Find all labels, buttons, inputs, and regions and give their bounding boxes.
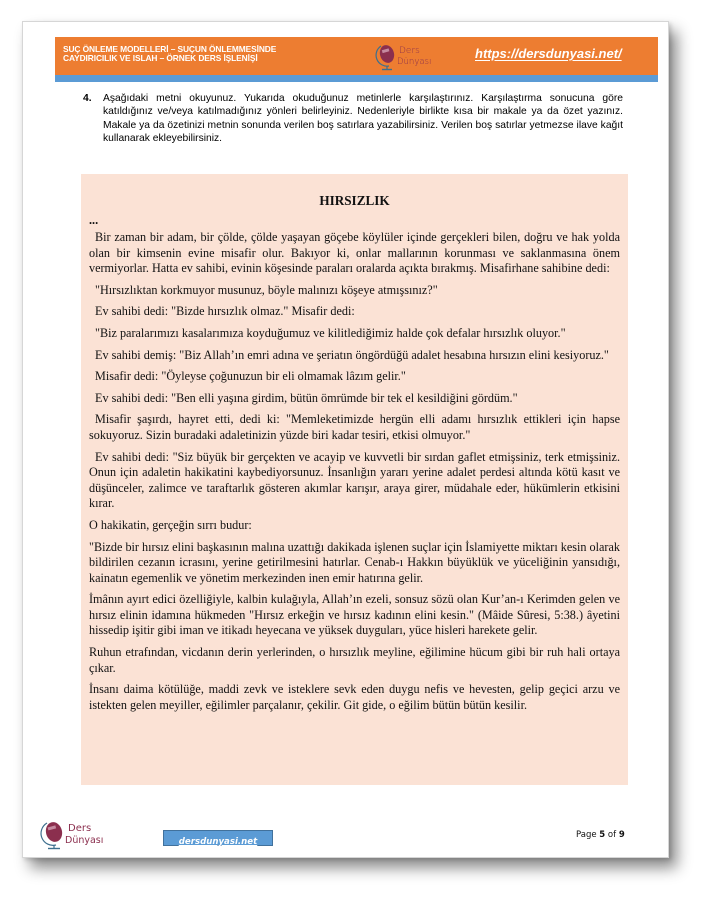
instruction-item (83, 92, 623, 146)
paragraph: Bir zaman bir adam, bir çölde, çölde yaşayan göçebe köylüler içinde gerçekleri bilen, doğru ve hak yolda olan bir kimsenin evine misafir olur. Bakıyor ki, onlar mallarının korunması ve saklanmasına önem vermiyorlar. Hatta ev sahibi, evinin köşesinde paraları oralarda açıkta bırakmış. Misafirhane sahibine dedi: (89, 230, 620, 276)
page-total: 9 (618, 830, 625, 840)
footer-website-link[interactable]: dersdunyasi.net (178, 837, 258, 847)
paragraph: Ev sahibi demiş: "Biz Allah’ın emri adına ve şeriatın öngördüğü adalet hesabına hırsızın elini kesiyoruz." (95, 347, 609, 362)
page-number (576, 830, 625, 840)
globe-book-icon (42, 818, 104, 850)
paragraph: Ev sahibi dedi: "Bizde hırsızlık olmaz." Misafir dedi: (95, 304, 355, 319)
reading-passage (81, 174, 628, 785)
footer-link-box (163, 830, 273, 846)
instruction-number: 4. (83, 93, 92, 104)
paragraph: Misafir şaşırdı, hayret etti, dedi ki: "Memleketimizde hergün elli adamı hırsızlık ettikleri için hapse sokuyoruz. Sizin buradaki adaletinizin yüzde biri kadar tesiri, etkisi olmuyor." (89, 412, 620, 442)
paragraph: "Bizde bir hırsız elini başkasının malına uzattığı dakikada işlenen suçlar için İslamiyette miktarı kesin olarak bildirilen cezanın icrasını, yerine getirilmesini hatırlar. Cenab-ı Hakkın büyüklük ve yüceliğinin yansıdığı, kainatın egemenlik ve yönetim merkezinden inen emir hatırına gelir. (89, 539, 620, 585)
paragraph: İmânın ayırt edici özelliğiyle, kalbin kulağıyla, Allah’ın ezeli, sonsuz sözü olan Kur’an-ı Kerimden gelen ve hırsız elinin idamına hükmeden "Hırsız erkeğin ve hırsız kadının elini kesin." (Mâide Sûresi, 5:38.) âyetini hissedip işitir gibi iman ve itikadı heyecana ve yüksek duyguları, yüce hisleri harekete gelir. (89, 592, 620, 638)
paragraph: Ev sahibi dedi: "Siz büyük bir gerçekten ve acayip ve kuvvetli bir sırdan gaflet etmişsiniz, terk etmişsiniz. Onun için adaletin hakikatini kaybediyorsunuz. İnsanlığın yararı yerine adalet perdesi altında kötü kasıt ve düşünceler, zalimce ve taraftarlık gösteren akımlar karışır, araya girer, müdahale eder, hükümlerin etkisini kırar. (89, 449, 620, 511)
paragraph: Misafir dedi: "Öyleyse çoğunuzun bir eli olmamak lâzım gelir." (95, 369, 406, 384)
page-current: 5 (599, 830, 606, 840)
footer-logo (42, 818, 104, 850)
header-title (63, 45, 363, 64)
header-blue-band (55, 75, 658, 82)
header-title-line-1: SUÇ ÖNLEME MODELLERİ – SUÇUN ÖNLEMMESİNDE (63, 44, 277, 54)
page-header (55, 37, 658, 75)
svg-text:Dünyası: Dünyası (65, 835, 104, 846)
svg-text:Ders: Ders (399, 46, 420, 56)
svg-text:Ders: Ders (68, 823, 92, 834)
svg-text:Dünyası: Dünyası (397, 57, 432, 67)
paragraph: İnsanı daima kötülüğe, maddi zevk ve isteklere sevk eden duygu nefis ve hevesten, gelip geçici arzu ve istekten gelen meyiller, eğilimler parçalanır, çekilir. Git gide, o eğilim bütün bütün kesilir. (89, 682, 620, 712)
paragraph: "Biz paralarımızı kasalarımıza koyduğumuz ve kilitlediğimiz halde çok defalar hırsızlık oluyor." (95, 325, 566, 340)
instruction-text: Aşağıdaki metni okuyunuz. Yukarıda okuduğunuz metinlerle karşılaştırınız. Karşılaştırma sonucuna göre katıldığınız ve/veya katılmadığınız yönleri belirleyiniz. Nedenleriyle birlikte kısa bir makale ya da özet yazınız. Makale ya da özetinizi metnin sonunda verilen boş satırlara yazabilirsiniz. Verilen boş satırlar yetmezse ilave kağıt kullanarak ekleyebilirsiniz. (103, 93, 623, 145)
paragraph: Ruhun etrafından, vicdanın derin yerlerinden, o hırsızlık meyline, eğilimine hücum gibi bir ruh hali ortaya çıkar. (89, 645, 620, 675)
paragraph: O hakikatin, gerçeğin sırrı budur: (89, 517, 252, 532)
paragraph: Ev sahibi dedi: "Ben elli yaşına girdim, bütün ömrümde bir tek el kesildiğini gördüm." (95, 390, 518, 405)
reading-ellipsis: ... (89, 213, 99, 227)
page-of: of (607, 830, 617, 840)
reading-title: HIRSIZLIK (319, 193, 390, 208)
page-prefix: Page (576, 830, 597, 840)
document-page (22, 21, 669, 858)
globe-book-icon (377, 40, 432, 72)
website-link[interactable]: https://dersdunyasi.net/ (475, 46, 622, 61)
ders-dunyasi-logo (377, 40, 432, 72)
header-title-line-2: CAYDIRICILIK VE ISLAH – ÖRNEK DERS İŞLENİŞİ (63, 53, 258, 64)
paragraph: "Hırsızlıktan korkmuyor musunuz, böyle malınızı köşeye atmışsınız?" (95, 282, 438, 297)
